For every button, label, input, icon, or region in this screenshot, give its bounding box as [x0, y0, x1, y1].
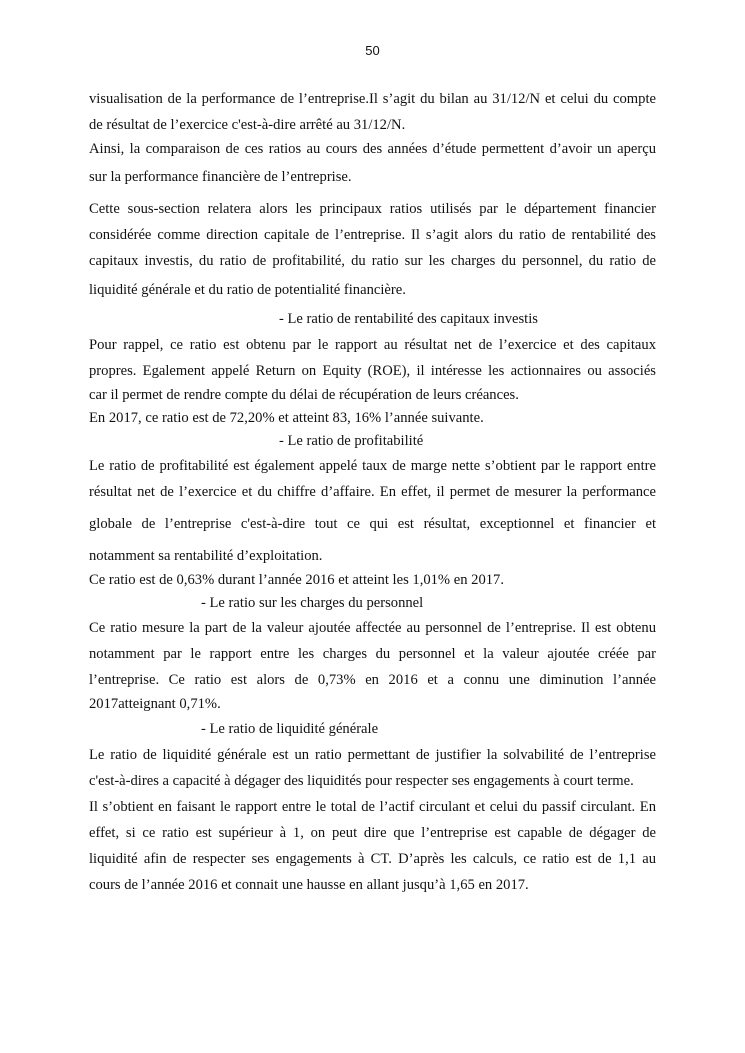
text-line: Pour rappel, ce ratio est obtenu par le rapport au résultat net de l’exercice et des capitaux	[89, 337, 656, 353]
text-line: Le ratio de liquidité générale est un ratio permettant de justifier la solvabilité de l’entreprise	[89, 747, 656, 763]
text-line: notamment sa rentabilité d’exploitation.	[89, 548, 323, 564]
text-line: l’entreprise. Ce ratio est alors de 0,73% en 2016 et a connu une diminution l’année	[89, 672, 656, 688]
document-body	[89, 86, 656, 898]
section-heading: - Le ratio de profitabilité	[279, 433, 424, 449]
text-line: 2017atteignant 0,71%.	[89, 696, 221, 712]
text-line: visualisation de la performance de l’entreprise.Il s’agit du bilan au 31/12/N et celui du compte	[89, 91, 656, 107]
text-line: Ce ratio mesure la part de la valeur ajoutée affectée au personnel de l’entreprise. Il est obtenu	[89, 620, 656, 636]
text-line: Ainsi, la comparaison de ces ratios au cours des années d’étude permettent d’avoir un aperçu	[89, 141, 656, 157]
text-line: effet, si ce ratio est supérieur à 1, on peut dire que l’entreprise est capable de dégager de	[89, 825, 656, 841]
page-number: 50	[365, 43, 380, 58]
section-heading: - Le ratio de liquidité générale	[201, 721, 379, 737]
text-line: cours de l’année 2016 et connait une hausse en allant jusqu’à 1,65 en 2017.	[89, 877, 529, 893]
text-line: propres. Egalement appelé Return on Equity (ROE), il intéresse les actionnaires ou associés	[89, 363, 656, 379]
text-line: Il s’obtient en faisant le rapport entre le total de l’actif circulant et celui du passif circulant. En	[89, 799, 656, 815]
text-line: notamment par le rapport entre les charges du personnel et la valeur ajoutée créée par	[89, 646, 656, 662]
text-line: liquidité afin de respecter ses engagements à CT. D’après les calculs, ce ratio est de 1,1 au	[89, 851, 656, 867]
text-line: de résultat de l’exercice c'est-à-dire arrêté au 31/12/N.	[89, 117, 406, 133]
text-line: capitaux investis, du ratio de profitabilité, du ratio sur les charges du personnel, du ratio de	[89, 253, 656, 269]
text-line: Le ratio de profitabilité est également appelé taux de marge nette s’obtient par le rapport entre	[89, 458, 656, 474]
text-line: considérée comme direction capitale de l’entreprise. Il s’agit alors du ratio de rentabilité des	[89, 227, 656, 243]
section-heading: - Le ratio de rentabilité des capitaux investis	[279, 311, 538, 327]
text-line: liquidité générale et du ratio de potentialité financière.	[89, 282, 406, 298]
text-line: sur la performance financière de l’entreprise.	[89, 169, 352, 185]
text-line: Cette sous-section relatera alors les principaux ratios utilisés par le département financier	[89, 201, 656, 217]
text-line: Ce ratio est de 0,63% durant l’année 2016 et atteint les 1,01% en 2017.	[89, 572, 504, 588]
section-heading: - Le ratio sur les charges du personnel	[201, 595, 424, 611]
text-line: résultat net de l’exercice et du chiffre d’affaire. En effet, il permet de mesurer la performance	[89, 484, 656, 500]
text-line: En 2017, ce ratio est de 72,20% et atteint 83, 16% l’année suivante.	[89, 410, 484, 426]
text-line: globale de l’entreprise c'est-à-dire tout ce qui est résultat, exceptionnel et financier et	[89, 516, 656, 532]
text-line: car il permet de rendre compte du délai de récupération de leurs créances.	[89, 387, 519, 403]
text-line: c'est-à-dires a capacité à dégager des liquidités pour respecter ses engagements à court terme.	[89, 773, 634, 789]
